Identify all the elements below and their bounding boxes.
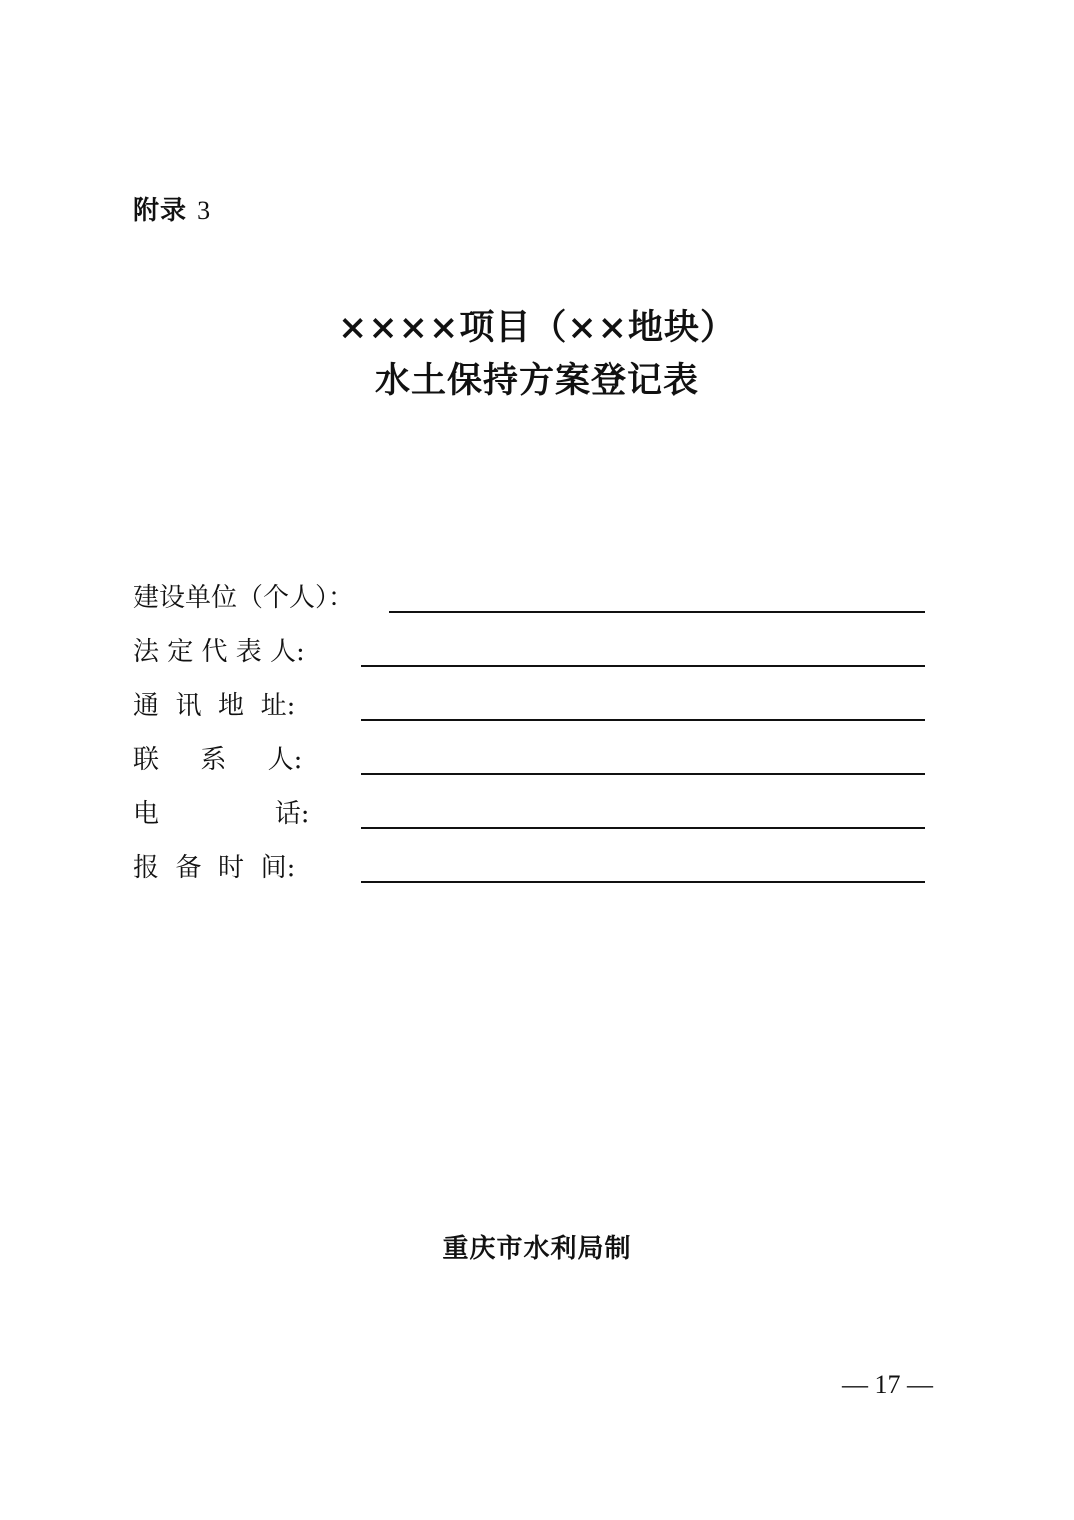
form-row-filing-date — [133, 847, 925, 883]
form-row-contact-person — [133, 739, 925, 775]
form-row-address — [133, 685, 925, 721]
document-title-line-2: 水土保持方案登记表 — [374, 360, 699, 401]
field-input-construction-unit[interactable] — [389, 611, 925, 613]
form-row-construction-unit — [133, 577, 925, 613]
appendix-label: 附录 — [133, 196, 188, 226]
field-input-legal-representative[interactable] — [361, 665, 925, 667]
field-input-filing-date[interactable] — [361, 881, 925, 883]
field-label-address: 通 讯 地 址: — [133, 691, 296, 721]
form-row-legal-representative — [133, 631, 925, 667]
page-number: — 17 — — [842, 1370, 933, 1399]
field-input-contact-person[interactable] — [361, 773, 925, 775]
field-label-legal-representative: 法 定 代 表 人: — [133, 637, 305, 667]
appendix-heading — [133, 190, 211, 227]
field-label-filing-date: 报 备 时 间: — [133, 853, 296, 883]
field-input-phone[interactable] — [361, 827, 925, 829]
issuer-label: 重庆市水利局制 — [442, 1234, 632, 1264]
field-label-construction-unit: 建设单位（个人）： — [133, 583, 355, 613]
form-row-phone — [133, 793, 925, 829]
field-label-contact-person: 联 系 人: — [133, 745, 303, 775]
document-title-line-1: ××××项目（××地块） — [338, 307, 736, 348]
field-input-address[interactable] — [361, 719, 925, 721]
appendix-number: 3 — [197, 196, 212, 225]
field-label-phone: 电 话: — [133, 799, 310, 829]
